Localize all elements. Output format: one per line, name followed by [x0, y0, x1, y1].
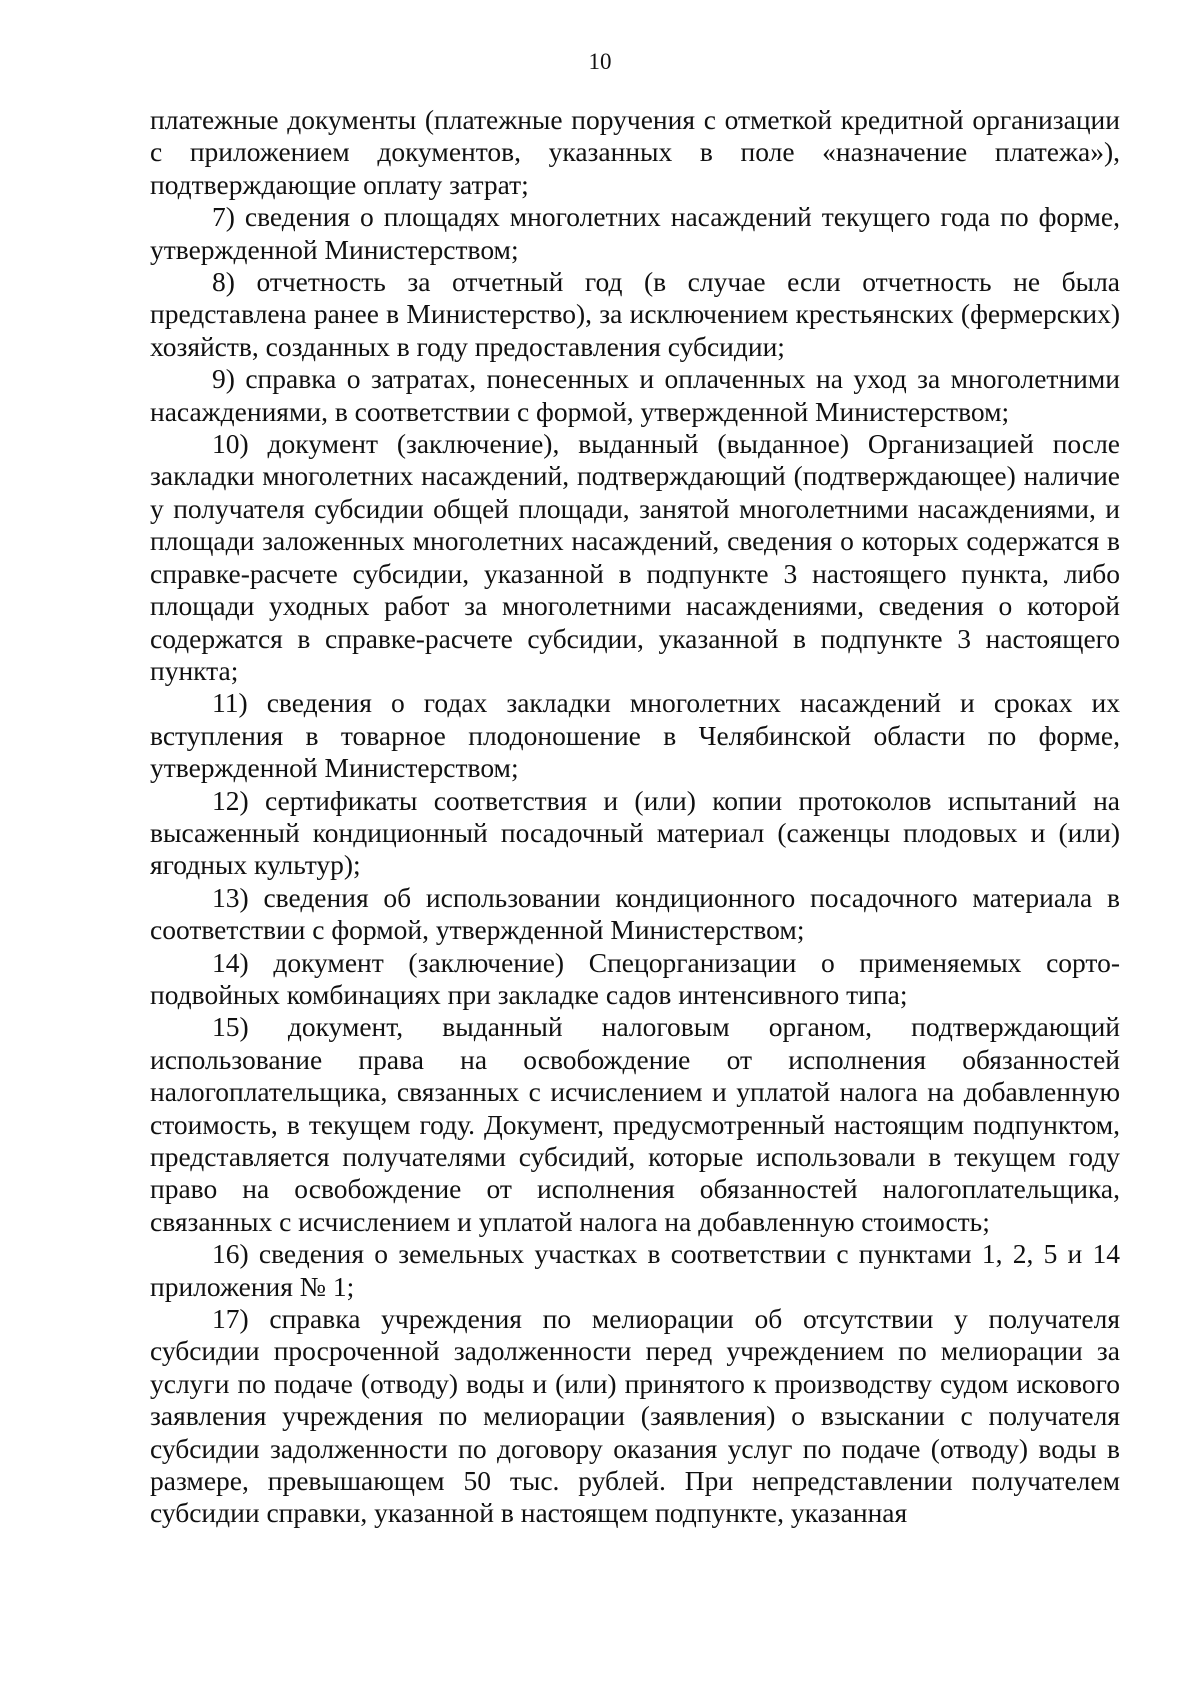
paragraph-item-15: 15) документ, выданный налоговым органом, подтверждающий использование права на освобождение от исполнения обязанностей налогоплательщика, связанных с исчислением и уплатой налога на добавленную стоимость, в текущем году. Документ, предусмотренный настоящим подпунктом, представляется получателями субсидий, которые использовали в текущем году право на освобождение от исполнения обязанностей налогоплательщика, связанных с исчислением и уплатой налога на добавленную стоимость; — [150, 1011, 1120, 1237]
paragraph-item-16: 16) сведения о земельных участках в соответствии с пунктами 1, 2, 5 и 14 приложения № 1; — [150, 1238, 1120, 1302]
paragraph-item-9: 9) справка о затратах, понесенных и оплаченных на уход за многолетними насаждениями, в соответствии с формой, утвержденной Министерством; — [150, 363, 1120, 427]
paragraph-item-10: 10) документ (заключение), выданный (выданное) Организацией после закладки многолетних насаждений, подтверждающий (подтверждающее) наличие у получателя субсидии общей площади, занятой многолетними насаждениями, и площади заложенных многолетних насаждений, сведения о которых содержатся в справке-расчете субсидии, указанной в подпункте 3 настоящего пункта, либо площади уходных работ за многолетними насаждениями, сведения о которой содержатся в справке-расчете субсидии, указанной в подпункте 3 настоящего пункта; — [150, 428, 1120, 686]
paragraph-item-12: 12) сертификаты соответствия и (или) копии протоколов испытаний на высаженный кондиционный посадочный материал (саженцы плодовых и (или) ягодных культур); — [150, 784, 1120, 881]
page-number: 10 — [588, 49, 612, 74]
paragraph-payment-documents: платежные документы (платежные поручения с отметкой кредитной организации с приложением документов, указанных в поле «назначение платежа»), подтверждающие оплату затрат; — [150, 104, 1120, 200]
paragraph-item-13: 13) сведения об использовании кондиционного посадочного материала в соответствии с формой, утвержденной Министерством; — [150, 881, 1120, 946]
paragraph-item-7: 7) сведения о площадях многолетних насаждений текущего года по форме, утвержденной Министерством; — [150, 201, 1120, 265]
paragraph-item-17: 17) справка учреждения по мелиорации об отсутствии у получателя субсидии просроченной задолженности перед учреждением по мелиорации за услуги по подаче (отводу) воды и (или) принятого к производству судом искового заявления учреждения по мелиорации (заявления) о взыскании с получателя субсидии задолженности по договору оказания услуг по подаче (отводу) воды в размере, превышающем 50 тыс. рублей. При непредставлении получателем субсидии справки, указанной в настоящем подпункте, указанная — [150, 1303, 1120, 1529]
document-body — [150, 104, 1120, 1530]
paragraph-item-8: 8) отчетность за отчетный год (в случае если отчетность не была представлена ранее в Министерство), за исключением крестьянских (фермерских) хозяйств, созданных в году предоставления субсидии; — [150, 266, 1120, 362]
paragraph-item-14: 14) документ (заключение) Спецорганизации о применяемых сорто-подвойных комбинациях при закладке садов интенсивного типа; — [150, 946, 1120, 1010]
paragraph-item-11: 11) сведения о годах закладки многолетних насаждений и сроках их вступления в товарное плодоношение в Челябинской области по форме, утвержденной Министерством; — [150, 687, 1120, 784]
